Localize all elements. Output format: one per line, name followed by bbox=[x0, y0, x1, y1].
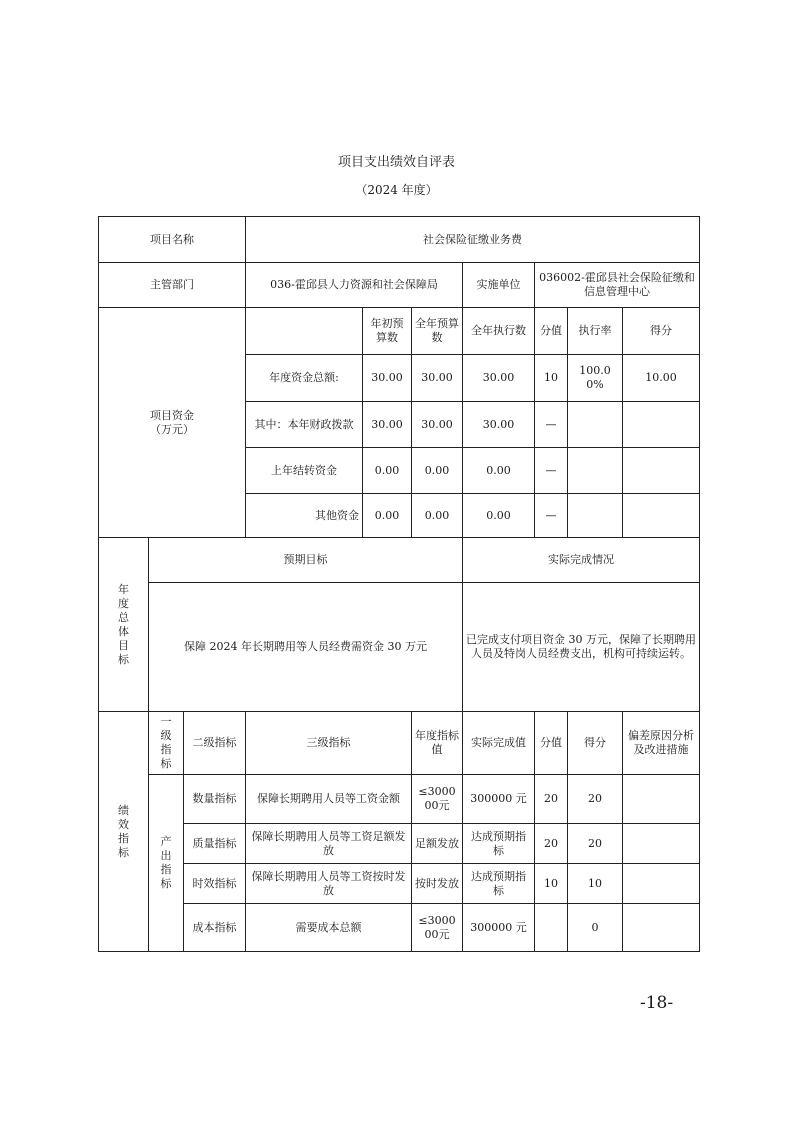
document-title: 项目支出绩效自评表 bbox=[337, 155, 455, 170]
indicator-weight: 20 bbox=[535, 775, 568, 824]
indicator-target: 足额发放 bbox=[412, 824, 463, 864]
funds-row-executed: 0.00 bbox=[463, 448, 535, 494]
funds-row-full: 0.00 bbox=[412, 494, 463, 538]
header-level3: 三级指标 bbox=[246, 712, 412, 775]
funds-row-initial: 30.00 bbox=[363, 355, 412, 402]
indicator-level2: 数量指标 bbox=[184, 775, 246, 824]
header-actual: 实际完成值 bbox=[463, 712, 535, 775]
expected-goal-header: 预期目标 bbox=[149, 538, 463, 583]
funds-row-full: 0.00 bbox=[412, 448, 463, 494]
indicator-level3: 需要成本总额 bbox=[246, 904, 412, 952]
funds-label-line1: 项目资金 bbox=[150, 408, 194, 422]
funds-row-initial: 0.00 bbox=[363, 448, 412, 494]
funds-row-rate bbox=[568, 448, 623, 494]
header-level1: 一级指标 bbox=[149, 712, 184, 775]
indicator-weight bbox=[535, 904, 568, 952]
header-deviation: 偏差原因分析及改进措施 bbox=[623, 712, 700, 775]
funds-label-line2: （万元） bbox=[150, 422, 194, 436]
funds-row-weight: — bbox=[535, 448, 568, 494]
funds-row-weight: — bbox=[535, 402, 568, 448]
indicator-actual: 达成预期指标 bbox=[463, 824, 535, 864]
funds-header-blank bbox=[246, 308, 363, 355]
header-execution-rate: 执行率 bbox=[568, 308, 623, 355]
goals-header-row bbox=[99, 538, 700, 583]
funds-row-score bbox=[623, 402, 700, 448]
funds-row-initial: 30.00 bbox=[363, 402, 412, 448]
indicator-actual: 300000 元 bbox=[463, 775, 535, 824]
dept-label: 主管部门 bbox=[99, 263, 246, 308]
funds-row-label: 其他资金 bbox=[246, 494, 363, 538]
level1-output-label: 产出指标 bbox=[149, 775, 184, 952]
funds-row-rate: 100.00% bbox=[568, 355, 623, 402]
indicator-target: ≤300000元 bbox=[412, 775, 463, 824]
indicator-deviation bbox=[623, 775, 700, 824]
header-score: 得分 bbox=[568, 712, 623, 775]
indicator-score: 20 bbox=[568, 824, 623, 864]
dept-value: 036-霍邱县人力资源和社会保障局 bbox=[246, 263, 463, 308]
indicator-score: 0 bbox=[568, 904, 623, 952]
header-score-weight: 分值 bbox=[535, 308, 568, 355]
funds-row-weight: — bbox=[535, 494, 568, 538]
actual-result-text: 已完成支付项目资金 30 万元，保障了长期聘用人员及特岗人员经费支出，机构可持续运转。 bbox=[463, 583, 700, 712]
header-initial-budget: 年初预算数 bbox=[363, 308, 412, 355]
funds-label bbox=[99, 308, 246, 538]
header-target: 年度指标值 bbox=[412, 712, 463, 775]
indicator-target: 按时发放 bbox=[412, 864, 463, 904]
indicator-row-cost bbox=[99, 904, 700, 952]
header-executed: 全年执行数 bbox=[463, 308, 535, 355]
goals-label: 年度总体目标 bbox=[99, 538, 149, 712]
indicator-weight: 10 bbox=[535, 864, 568, 904]
indicators-label: 绩效指标 bbox=[99, 712, 149, 952]
funds-row-rate bbox=[568, 402, 623, 448]
project-name-row bbox=[99, 217, 700, 263]
unit-value: 036002-霍邱县社会保险征缴和信息管理中心 bbox=[535, 263, 700, 308]
funds-row-full: 30.00 bbox=[412, 355, 463, 402]
department-row bbox=[99, 263, 700, 308]
indicator-level2: 成本指标 bbox=[184, 904, 246, 952]
indicator-actual: 达成预期指标 bbox=[463, 864, 535, 904]
indicator-level3: 保障长期聘用人员等工资足额发放 bbox=[246, 824, 412, 864]
project-name-label: 项目名称 bbox=[99, 217, 246, 263]
unit-label: 实施单位 bbox=[463, 263, 535, 308]
header-weight: 分值 bbox=[535, 712, 568, 775]
document-year: （2024 年度） bbox=[355, 183, 438, 197]
funds-row-initial: 0.00 bbox=[363, 494, 412, 538]
indicator-row-timeliness bbox=[99, 864, 700, 904]
indicator-weight: 20 bbox=[535, 824, 568, 864]
header-full-year-budget: 全年预算数 bbox=[412, 308, 463, 355]
page-number: -18- bbox=[640, 993, 674, 1013]
indicator-deviation bbox=[623, 864, 700, 904]
funds-row-score: 10.00 bbox=[623, 355, 700, 402]
goals-content-row bbox=[99, 583, 700, 712]
funds-row-executed: 30.00 bbox=[463, 402, 535, 448]
funds-row-score bbox=[623, 448, 700, 494]
indicator-score: 20 bbox=[568, 775, 623, 824]
funds-row-rate bbox=[568, 494, 623, 538]
indicator-level3: 保障长期聘用人员等工资按时发放 bbox=[246, 864, 412, 904]
funds-row-executed: 0.00 bbox=[463, 494, 535, 538]
funds-row-label: 上年结转资金 bbox=[246, 448, 363, 494]
expected-goal-text: 保障 2024 年长期聘用等人员经费需资金 30 万元 bbox=[149, 583, 463, 712]
indicator-deviation bbox=[623, 824, 700, 864]
header-score: 得分 bbox=[623, 308, 700, 355]
indicator-deviation bbox=[623, 904, 700, 952]
indicator-level3: 保障长期聘用人员等工资金额 bbox=[246, 775, 412, 824]
indicator-level2: 质量指标 bbox=[184, 824, 246, 864]
funds-row-score bbox=[623, 494, 700, 538]
performance-table bbox=[98, 216, 700, 952]
funds-header-row bbox=[99, 308, 700, 355]
actual-result-header: 实际完成情况 bbox=[463, 538, 700, 583]
indicator-actual: 300000 元 bbox=[463, 904, 535, 952]
indicator-level2: 时效指标 bbox=[184, 864, 246, 904]
indicator-target: ≤300000元 bbox=[412, 904, 463, 952]
indicator-row-quantity bbox=[99, 775, 700, 824]
funds-row-executed: 30.00 bbox=[463, 355, 535, 402]
funds-row-label: 年度资金总额: bbox=[246, 355, 363, 402]
indicator-header-row bbox=[99, 712, 700, 775]
funds-row-full: 30.00 bbox=[412, 402, 463, 448]
indicator-score: 10 bbox=[568, 864, 623, 904]
funds-row-weight: 10 bbox=[535, 355, 568, 402]
header-level2: 二级指标 bbox=[184, 712, 246, 775]
project-name-value: 社会保险征缴业务费 bbox=[246, 217, 700, 263]
indicator-row-quality bbox=[99, 824, 700, 864]
funds-row-label: 其中：本年财政拨款 bbox=[246, 402, 363, 448]
